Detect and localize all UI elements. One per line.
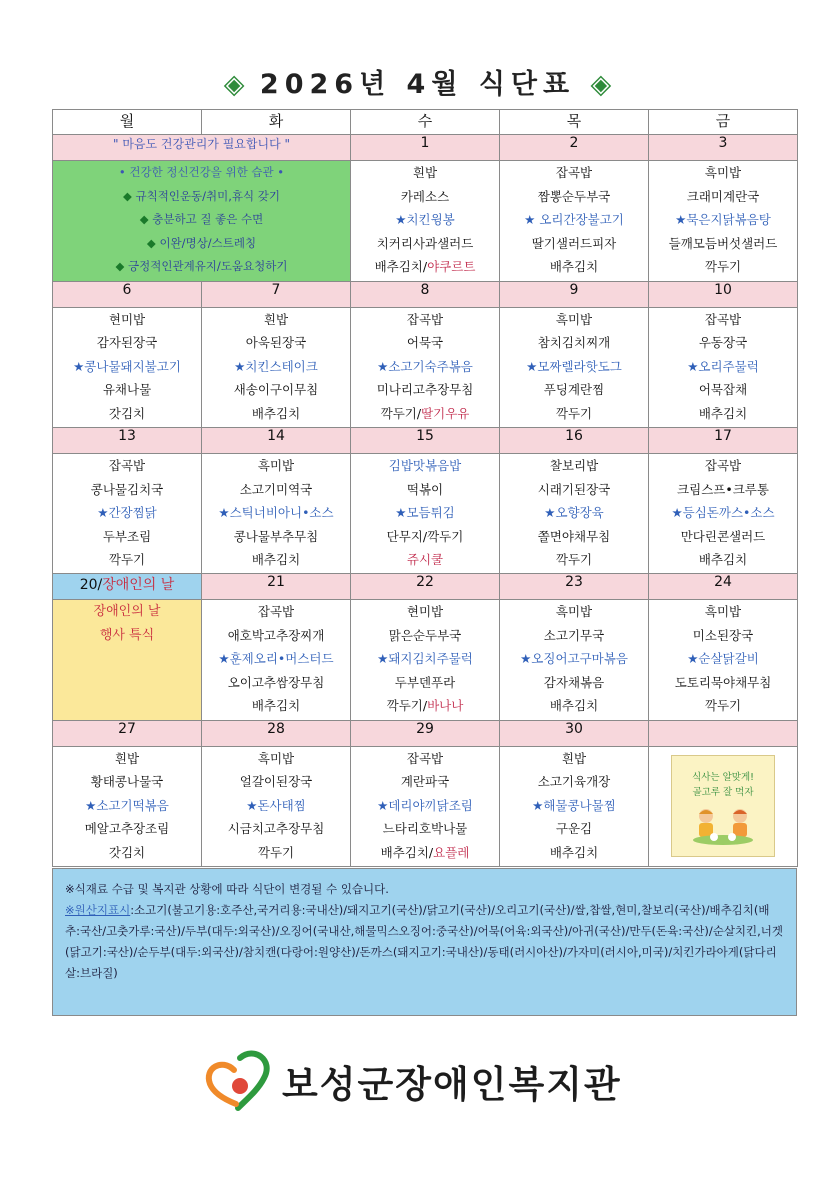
date-cell: 24 [649, 574, 798, 600]
menu-cell-apr-6: 현미밥 감자된장국 ★콩나물돼지불고기 유채나물 갓김치 [53, 307, 202, 427]
eating-tip-text: 식사는 알맞게! 골고루 잘 먹자 [692, 771, 754, 798]
main-dish: ★등심돈까스•소스 [671, 505, 775, 521]
menu-cell-apr-22: 현미밥 맑은순두부국 ★돼지김치주물럭 두부덴푸라 깍두기/바나나 [351, 600, 500, 720]
main-dish: ★오징어고구마볶음 [520, 651, 628, 667]
main-dish: ★오리주물럭 [687, 358, 759, 374]
main-dish: ★소고기떡볶음 [85, 797, 169, 813]
notice-box [52, 868, 797, 1016]
organization-name: 보성군장애인복지관 [282, 1063, 622, 1106]
date-cell: 14 [202, 427, 351, 453]
date-cell: 7 [202, 281, 351, 307]
main-dish: ★간장찜닭 [97, 505, 157, 521]
day-header-fri: 금 [649, 110, 798, 135]
menu-cell-apr-1: 흰밥 카레소스 ★치킨윙봉 치커리사과샐러드 배추김치/야쿠르트 [351, 161, 500, 281]
dessert: 야쿠르트 [427, 259, 476, 275]
day-header-mon: 월 [53, 110, 202, 135]
date-cell: 13 [53, 427, 202, 453]
organization-logo [200, 1050, 650, 1112]
day-header-wed: 수 [351, 110, 500, 135]
main-dish: ★돈사태찜 [246, 797, 306, 813]
date-cell: 17 [649, 427, 798, 453]
menu-row [53, 746, 798, 866]
diamond-icon: ◈ [590, 69, 612, 100]
menu-cell-apr-29: 잡곡밥 계란파국 ★데리야끼닭조림 느타리호박나물 배추김치/요플레 [351, 746, 500, 866]
habits-title: • 건강한 정신건강을 위한 습관 • [118, 165, 285, 180]
date-cell: 15 [351, 427, 500, 453]
eating-tip-card [671, 755, 775, 857]
menu-cell-apr-3: 흑미밥 크래미계란국 ★묵은지닭볶음탕 들깨모듬버섯샐러드 깍두기 [649, 161, 798, 281]
main-dish: ★훈제오리•머스터드 [218, 651, 334, 667]
bullet-icon: • [118, 165, 126, 180]
diamond-icon: ◆ [146, 235, 156, 250]
menu-cell-apr-17: 잡곡밥 크림스프•크루통 ★등심돈까스•소스 만다린콘샐러드 배추김치 [649, 454, 798, 574]
menu-row [53, 307, 798, 427]
menu-row [53, 600, 798, 720]
diamond-icon: ◆ [139, 212, 149, 227]
main-dish: ★묵은지닭볶음탕 [675, 212, 771, 228]
day-header-row [53, 110, 798, 135]
main-dish: ★모짜렐라핫도그 [526, 358, 622, 374]
main-dish: ★오향장육 [544, 505, 604, 521]
date-cell: 16 [500, 427, 649, 453]
date-cell-empty [649, 720, 798, 746]
habit-item: ◆ 긍정적인관계유지/도움요청하기 [115, 259, 288, 274]
date-cell: 29 [351, 720, 500, 746]
main-dish: ★ 오리간장불고기 [524, 212, 624, 228]
day-header-tue: 화 [202, 110, 351, 135]
menu-row [53, 161, 798, 281]
date-cell-holiday: 20/장애인의 날 [53, 574, 202, 600]
mental-health-habits-box [53, 161, 351, 281]
origin-label: ※원산지표시 [65, 903, 131, 917]
menu-cell-apr-2: 잡곡밥 짬뽕순두부국 ★ 오리간장불고기 딸기샐러드피자 배추김치 [500, 161, 649, 281]
menu-cell-apr-21: 잡곡밥 애호박고추장찌개 ★훈제오리•머스터드 오이고추쌈장무침 배추김치 [202, 600, 351, 720]
dessert: 바나나 [427, 698, 464, 714]
date-cell: 1 [351, 135, 500, 161]
notice-change-text: ※식재료 수급 및 복지관 상황에 따라 식단이 변경될 수 있습니다. [65, 882, 389, 896]
menu-cell-apr-15: 김밥맛볶음밥 떡볶이 ★모듬튀김 단무지/깍두기 쥬시쿨 [351, 454, 500, 574]
main-dish: ★모듬튀김 [395, 505, 455, 521]
main-dish: ★데리야끼닭조림 [377, 797, 473, 813]
date-cell: 8 [351, 281, 500, 307]
day-header-thu: 목 [500, 110, 649, 135]
date-row [53, 720, 798, 746]
diamond-icon: ◈ [223, 69, 245, 100]
menu-cell-apr-16: 찰보리밥 시래기된장국 ★오향장육 쫄면야채무침 깍두기 [500, 454, 649, 574]
date-cell: 27 [53, 720, 202, 746]
slogan-banner: " 마음도 건강관리가 필요합니다 " [53, 135, 351, 161]
diamond-icon: ◆ [122, 188, 132, 203]
habit-item: ◆ 이완/명상/스트레칭 [146, 235, 257, 250]
menu-cell-apr-10: 잡곡밥 우동장국 ★오리주물럭 어묵잡채 배추김치 [649, 307, 798, 427]
dessert: 요플레 [433, 844, 470, 860]
main-dish: ★치킨윙봉 [395, 212, 455, 228]
menu-cell-apr-24: 흑미밥 미소된장국 ★순살닭갈비 도토리묵야채무침 깍두기 [649, 600, 798, 720]
special-rice: 김밥맛볶음밥 [388, 458, 462, 474]
habit-item: ◆ 규칙적인운동/취미,휴식 갖기 [122, 188, 280, 203]
date-cell: 23 [500, 574, 649, 600]
date-row [53, 574, 798, 600]
eating-tip-cell [649, 746, 798, 866]
event-special-meal: 장애인의 날 행사 특식 [53, 600, 202, 720]
menu-cell-apr-28: 흑미밥 얼갈이된장국 ★돈사태찜 시금치고추장무침 깍두기 [202, 746, 351, 866]
date-row [53, 281, 798, 307]
main-dish: ★순살닭갈비 [687, 651, 759, 667]
menu-cell-apr-9: 흑미밥 참치김치찌개 ★모짜렐라핫도그 푸딩계란찜 깍두기 [500, 307, 649, 427]
main-dish: ★소고기숙주볶음 [377, 358, 473, 374]
heart-logo-icon [200, 1050, 276, 1112]
date-cell: 3 [649, 135, 798, 161]
title-text: 2026년 4월 식단표 [259, 69, 576, 100]
date-row [53, 135, 798, 161]
main-dish: ★콩나물돼지불고기 [73, 358, 181, 374]
menu-cell-apr-14: 흑미밥 소고기미역국 ★스틱너비아니•소스 콩나물부추무침 배추김치 [202, 454, 351, 574]
dessert: 딸기우유 [421, 405, 470, 421]
date-cell: 30 [500, 720, 649, 746]
children-eating-illustration [684, 804, 762, 848]
main-dish: ★치킨스테이크 [234, 358, 318, 374]
menu-cell-apr-30: 흰밥 소고기육개장 ★해물콩나물찜 구운김 배추김치 [500, 746, 649, 866]
main-dish: ★돼지김치주물럭 [377, 651, 473, 667]
menu-cell-apr-7: 흰밥 아욱된장국 ★치킨스테이크 새송이구이무침 배추김치 [202, 307, 351, 427]
date-cell: 10 [649, 281, 798, 307]
menu-row [53, 454, 798, 574]
menu-cell-apr-13: 잡곡밥 콩나물김치국 ★간장찜닭 두부조림 깍두기 [53, 454, 202, 574]
menu-cell-apr-8: 잡곡밥 어묵국 ★소고기숙주볶음 미나리고추장무침 깍두기/딸기우유 [351, 307, 500, 427]
bullet-icon: • [277, 165, 285, 180]
date-row [53, 427, 798, 453]
diamond-icon: ◆ [115, 259, 125, 274]
date-cell: 9 [500, 281, 649, 307]
notice-origin-text: ※원산지표시:소고기(불고기용:호주산,국거리용:국내산)/돼지고기(국산)/닭고기(국산)/오리고기(국산)/쌀,찹쌀,현미,찰보리(국산)/배추김치(배추:국산/고춧가루:국산)/두부(대두:외국산)/오징어(국내산,해물믹스오징어:중국산)/어묵(어육:외국산)/아귀(국산)/만두(돈육:국산)/순살치킨,너겟(닭고기:국산)/순두부(대두:외국산)/참치캔(다랑어:원양산)/돈까스(돼지고기:국내산)/동태(러시아산)/가자미(러시아,미국)/치킨가라아게(닭다리살:브라질) [65, 903, 784, 980]
dessert: 쥬시쿨 [406, 552, 444, 568]
date-cell: 28 [202, 720, 351, 746]
menu-cell-apr-23: 흑미밥 소고기무국 ★오징어고구마볶음 감자채볶음 배추김치 [500, 600, 649, 720]
page-title [0, 62, 835, 101]
menu-table [52, 109, 798, 867]
date-cell: 22 [351, 574, 500, 600]
habit-item: ◆ 충분하고 질 좋은 수면 [139, 212, 264, 227]
main-dish: ★스틱너비아니•소스 [218, 505, 334, 521]
menu-cell-apr-27: 흰밥 황태콩나물국 ★소고기떡볶음 메알고추장조림 갓김치 [53, 746, 202, 866]
holiday-label: 장애인의 날 [102, 577, 175, 594]
main-dish: ★해물콩나물찜 [532, 797, 616, 813]
date-cell: 2 [500, 135, 649, 161]
date-cell: 6 [53, 281, 202, 307]
date-cell: 21 [202, 574, 351, 600]
